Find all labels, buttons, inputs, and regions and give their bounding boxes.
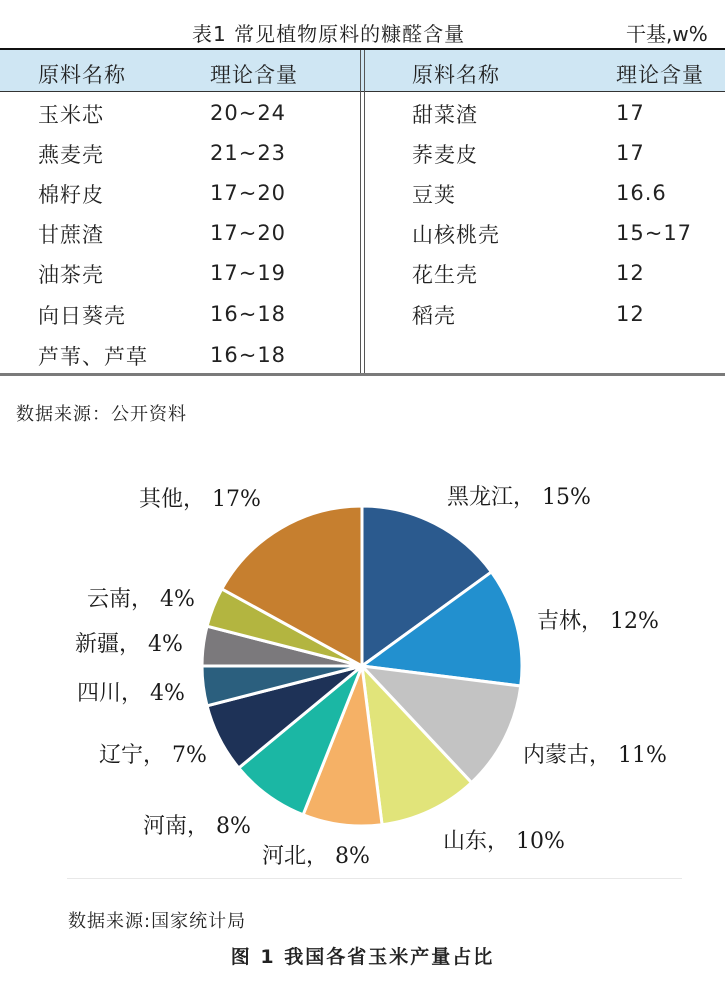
corn-production-pie-chart bbox=[67, 478, 682, 879]
table-cell-value: 17 bbox=[616, 101, 645, 125]
table-cell-value: 20~24 bbox=[210, 101, 287, 125]
table-cell-name: 棉籽皮 bbox=[38, 183, 104, 207]
pie-label-3: 内蒙古， 11% bbox=[523, 743, 667, 768]
table-cell-name: 豆荚 bbox=[412, 183, 456, 207]
table-cell-name: 甘蔗渣 bbox=[38, 223, 104, 247]
figure-source-note: 数据来源:国家统计局 bbox=[68, 911, 247, 932]
table-cell-name: 花生壳 bbox=[412, 263, 478, 287]
table-cell-name: 向日葵壳 bbox=[38, 304, 126, 328]
pie-label-7: 辽宁， 7% bbox=[99, 743, 207, 768]
table-caption bbox=[0, 14, 725, 44]
table-cell-name: 油茶壳 bbox=[38, 263, 104, 287]
table-cell-value: 15~17 bbox=[616, 221, 693, 245]
pie-label-5: 河北， 8% bbox=[262, 844, 370, 869]
table-cell-value: 12 bbox=[616, 261, 645, 285]
table-cell-value: 16~18 bbox=[210, 302, 287, 326]
table-title: 表1 常见植物原料的糠醛含量 bbox=[192, 22, 466, 46]
pie-label-6: 河南， 8% bbox=[143, 814, 251, 839]
table-cell-value: 17~19 bbox=[210, 261, 287, 285]
header-name-left: 原料名称 bbox=[38, 63, 126, 87]
table-cell-name: 山核桃壳 bbox=[412, 223, 500, 247]
table-cell-value: 17~20 bbox=[210, 181, 287, 205]
pie-label-8: 四川， 4% bbox=[77, 681, 185, 706]
table-bottom-rule bbox=[0, 373, 725, 376]
table-cell-value: 17 bbox=[616, 141, 645, 165]
table-cell-value: 16~18 bbox=[210, 343, 287, 367]
header-content-right: 理论含量 bbox=[616, 63, 704, 87]
pie-label-1: 黑龙江， 15% bbox=[447, 485, 591, 510]
table-cell-value: 12 bbox=[616, 302, 645, 326]
header-name-right: 原料名称 bbox=[412, 63, 500, 87]
table-cell-name: 玉米芯 bbox=[38, 103, 104, 127]
table-cell-name: 甜菜渣 bbox=[412, 103, 478, 127]
table-source-note: 数据来源：公开资料 bbox=[16, 404, 187, 425]
table-cell-value: 17~20 bbox=[210, 221, 287, 245]
table-column-separator bbox=[360, 50, 365, 373]
header-content-left: 理论含量 bbox=[210, 63, 298, 87]
pie-chart-svg bbox=[67, 478, 682, 878]
figure-caption: 图 1 我国各省玉米产量占比 bbox=[230, 946, 495, 968]
table-cell-value: 21~23 bbox=[210, 141, 287, 165]
table-cell-name: 荞麦皮 bbox=[412, 143, 478, 167]
pie-label-2: 吉林， 12% bbox=[537, 609, 659, 634]
pie-label-9: 新疆， 4% bbox=[75, 632, 183, 657]
furfural-content-table bbox=[0, 48, 725, 376]
table-cell-value: 16.6 bbox=[616, 181, 667, 205]
pie-label-4: 山东， 10% bbox=[443, 829, 565, 854]
table-unit: 干基,w% bbox=[626, 22, 708, 46]
table-cell-name: 燕麦壳 bbox=[38, 143, 104, 167]
pie-label-11: 其他， 17% bbox=[139, 487, 261, 512]
table-cell-name: 芦苇、芦草 bbox=[38, 345, 148, 369]
pie-label-10: 云南， 4% bbox=[87, 587, 195, 612]
table-cell-name: 稻壳 bbox=[412, 304, 456, 328]
